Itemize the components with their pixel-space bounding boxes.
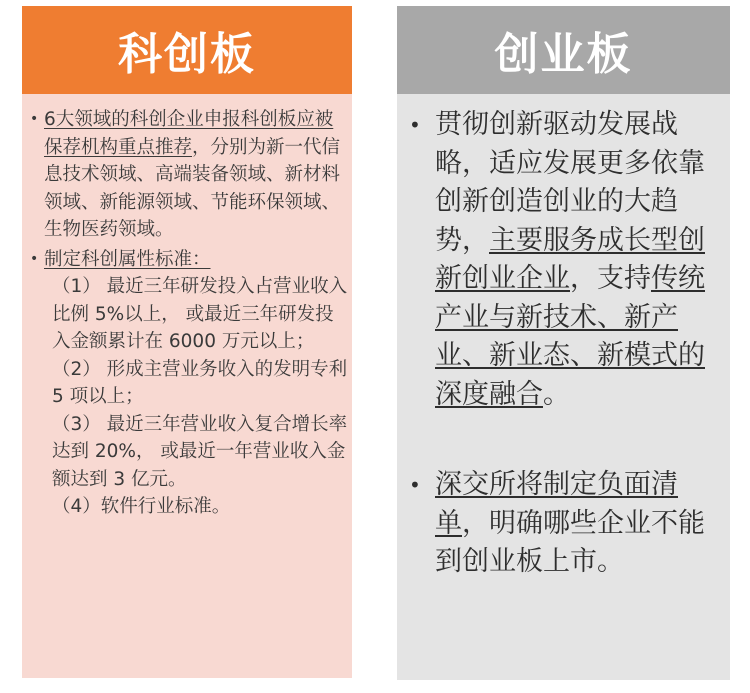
chuangye-negative-list-text <box>435 466 730 582</box>
chuangye-strategy-part3: ，支持 <box>570 263 651 294</box>
kechuang-standards-heading: 制定科创属性标准： <box>44 248 211 270</box>
chuangye-strategy-part2: 主要服务成长型创新创业企业 <box>435 224 705 294</box>
bullet-dot-icon: • <box>409 113 421 137</box>
chuangye-strategy-text <box>435 106 730 414</box>
kechuang-bullet-fields <box>30 106 348 244</box>
chuangye-panel <box>397 6 730 680</box>
kechuang-standard-item: （4）软件行业标准。 <box>52 496 231 517</box>
chuangye-bullet-strategy <box>409 106 730 414</box>
chuangye-header <box>397 6 730 94</box>
kechuang-fields-text <box>44 106 348 244</box>
kechuang-body <box>22 94 352 521</box>
kechuang-fields-rest: ，分别为新一代信息技术领域、高端装备领域、新材料领域、新能源领域、节能环保领域、生物医药领域。 <box>44 136 341 240</box>
chuangye-strategy-part5: 。 <box>543 378 570 410</box>
chuangye-title: 创业板 <box>494 29 633 80</box>
chuangye-body <box>397 94 730 582</box>
chuangye-negative-list-underlined: 深交所将制定负面清单 <box>435 469 678 539</box>
kechuang-fields-underlined: 6大领域的科创企业申报科创板应被保荐机构重点推荐 <box>44 109 334 158</box>
chuangye-strategy-part1: 贯彻创新驱动发展战略，适应发展更多依靠创新创造创业的大趋势， <box>435 109 705 256</box>
bullet-dot-icon: • <box>30 111 39 127</box>
chuangye-strategy-part4: 传统产业与新技术、新产业、新业态、新模式的深度融合 <box>435 263 705 410</box>
bullet-dot-icon: • <box>409 473 421 497</box>
bullet-dot-icon: • <box>30 250 39 267</box>
kechuang-panel <box>22 6 352 678</box>
kechuang-header <box>22 6 352 94</box>
kechuang-bullet-standards <box>30 246 348 274</box>
chuangye-negative-list-rest: ，明确哪些企业不能到创业板上市。 <box>435 507 705 577</box>
kechuang-title: 科创板 <box>118 29 256 80</box>
kechuang-standard-item: （1） 最近三年研发投入占营业收入比例 5%以上， 或最近三年研发投入金额累计在 6000 万元以上； <box>52 276 348 352</box>
chuangye-bullet-negative-list <box>409 466 730 582</box>
kechuang-standard-item: （2） 形成主营业务收入的发明专利 5 项以上； <box>52 358 348 407</box>
kechuang-standard-item: （3） 最近三年营业收入复合增长率达到 20%， 或最近一年营业收入金额达到 3 亿元。 <box>52 413 348 490</box>
